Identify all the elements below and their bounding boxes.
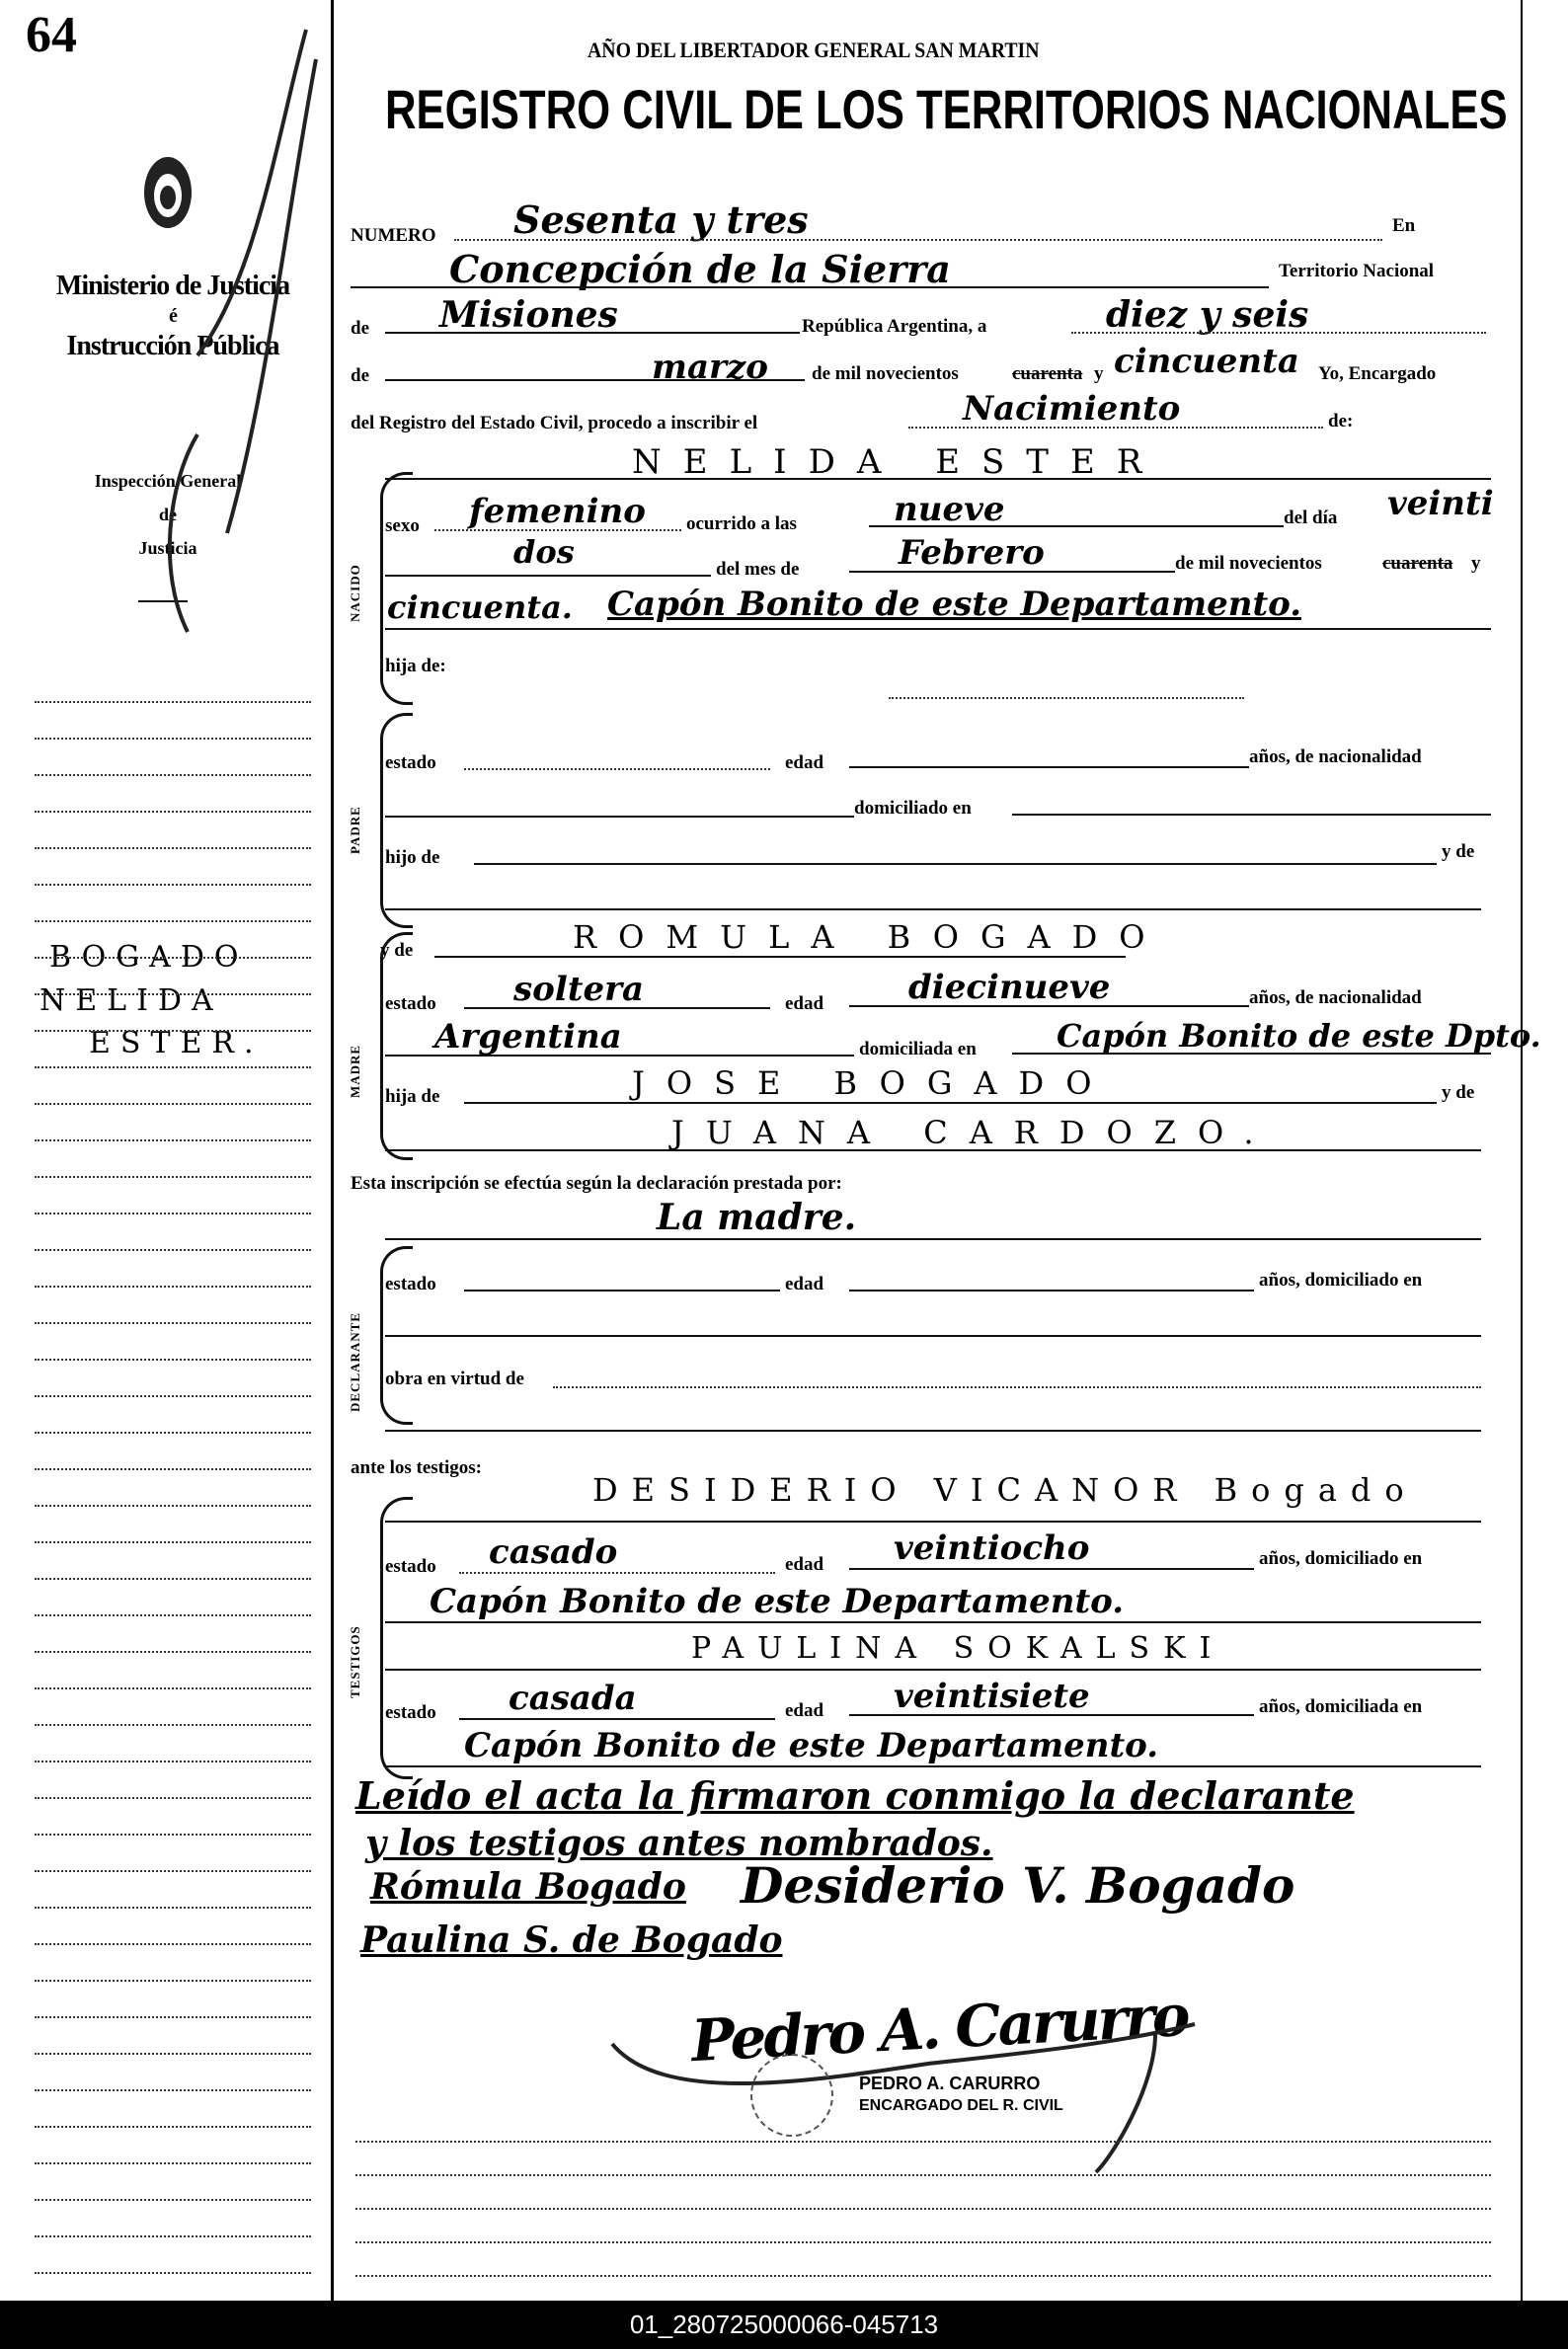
declarante-anios-label: años, domiciliado en (1259, 1270, 1423, 1291)
bottom-ruled-line (355, 2174, 1491, 2176)
madre-hija-de-label: hija de (385, 1086, 440, 1107)
closing-line-2: y los testigos antes nombrados. (365, 1823, 993, 1864)
madre-estado-label: estado (385, 993, 436, 1014)
margin-ruled-line (35, 1066, 311, 1068)
madre-side-label: MADRE (348, 1044, 362, 1098)
ministry-line-2: é (169, 305, 177, 328)
annotation-surname: BOGADO (49, 940, 249, 975)
margin-ruled-line (35, 2272, 311, 2274)
madre-domicilio: Capón Bonito de este Dpto. (1057, 1017, 1541, 1055)
hora-value: nueve (894, 490, 1005, 529)
child-name: NELIDA ESTER (632, 442, 1164, 482)
testigo2-domicilio: Capón Bonito de este Departamento. (464, 1726, 1159, 1765)
testigo1-estado-label: estado (385, 1556, 436, 1577)
testigo2-estado: casada (509, 1679, 637, 1718)
document-title: REGISTRO CIVIL DE LOS TERRITORIOS NACIONALES (385, 78, 1508, 140)
declarante-side-label: DECLARANTE (348, 1311, 362, 1412)
madre-nombre: ROMULA BOGADO (573, 918, 1167, 956)
margin-ruled-line (35, 1870, 311, 1872)
margin-ruled-line (35, 1797, 311, 1799)
numero-label: NUMERO (351, 225, 436, 246)
bottom-ruled-line (355, 2241, 1491, 2243)
frame-right-border (1521, 0, 1523, 2301)
closing-line-1: Leído el acta la firmaron conmigo la declarante (355, 1773, 1355, 1818)
margin-ruled-line (35, 2162, 311, 2164)
bottom-ruled-line (355, 2208, 1491, 2210)
margin-ruled-line (35, 701, 311, 703)
declarante-edad-label: edad (785, 1274, 824, 1294)
margin-ruled-line (35, 1614, 311, 1616)
hija-label: hija de: (385, 656, 446, 676)
madre-estado: soltera (513, 970, 645, 1009)
margin-ruled-line (35, 920, 311, 922)
margin-ruled-line (35, 1943, 311, 1945)
padre-bracket (380, 713, 413, 928)
testigos-label: ante los testigos: (351, 1457, 482, 1478)
margin-ruled-line (35, 1834, 311, 1836)
page-number: 64 (26, 7, 77, 63)
margin-ruled-line (35, 2089, 311, 2091)
testigo2-nombre: PAULINA SOKALSKI (691, 1631, 1225, 1666)
footer-id: 01_280725000066-045713 (629, 2310, 939, 2339)
margin-ruled-line (35, 1286, 311, 1288)
territory-value: Misiones (439, 294, 618, 336)
margin-ruled-line (35, 1907, 311, 1909)
testigo2-edad: veintisiete (894, 1677, 1090, 1716)
ministry-line-1: Ministerio de Justicia (55, 271, 290, 301)
margin-ruled-line (35, 1432, 311, 1434)
testigo1-anios-label: años, domiciliado en (1259, 1548, 1423, 1569)
margin-ruled-line (35, 1322, 311, 1324)
padre-hijo-de-label: hijo de (385, 847, 440, 868)
declarante-value: La madre. (657, 1197, 857, 1238)
margin-ruled-line (35, 1030, 311, 1032)
act-value: Nacimiento (963, 389, 1181, 429)
place-value: Concepción de la Sierra (449, 247, 951, 291)
inspection-line-1: Inspección General (94, 471, 242, 491)
padre-domicilio-label: domiciliado en (854, 798, 972, 819)
margin-ruled-line (35, 957, 311, 959)
padre-side-label: PADRE (348, 806, 362, 854)
margin-ruled-line (35, 993, 311, 995)
footer-bar (0, 2301, 1568, 2349)
testigos-side-label: TESTIGOS (348, 1625, 362, 1698)
padre-anios-label: años, de nacionalidad (1249, 746, 1422, 767)
margin-ruled-line (35, 811, 311, 813)
margin-ruled-line (35, 1359, 311, 1361)
lugar-nac-value: Capón Bonito de este Departamento. (607, 585, 1302, 624)
margin-ruled-line (35, 1468, 311, 1470)
de-colon-label: de: (1328, 411, 1354, 431)
del-dia-label: del día (1284, 508, 1338, 528)
year-line: AÑO DEL LIBERTADOR GENERAL SAN MARTIN (588, 38, 1040, 62)
sexo-label: sexo (385, 515, 420, 536)
signature-declarante: Rómula Bogado (370, 1866, 686, 1908)
testigo1-estado: casado (489, 1532, 618, 1572)
padre-y-de-label: y de (1442, 841, 1475, 862)
abuela: JUANA CARDOZO. (671, 1114, 1276, 1151)
padre-estado-label: estado (385, 752, 436, 773)
ocurrido-label: ocurrido a las (686, 513, 797, 534)
margin-ruled-line (35, 1249, 311, 1251)
madre-anios-label: años, de nacionalidad (1249, 987, 1422, 1008)
margin-ruled-line (35, 847, 311, 849)
margin-annotation (39, 936, 263, 1065)
territory-label: Territorio Nacional (1279, 261, 1435, 281)
margin-ruled-line (35, 2053, 311, 2055)
madre-bracket (380, 932, 413, 1160)
margin-ruled-line (35, 884, 311, 886)
y-label: y (1094, 363, 1104, 384)
margin-ruled-line (35, 1980, 311, 1982)
nacido-side-label: NACIDO (348, 564, 362, 622)
margin-ruled-line (35, 1761, 311, 1762)
mes-nac-value: Febrero (899, 533, 1045, 573)
en-label: En (1392, 215, 1416, 236)
margin-ruled-line (35, 1213, 311, 1214)
margin-ruled-line (35, 1578, 311, 1580)
inspection-line-2: de (159, 505, 177, 525)
signature-testigo-1: Desiderio V. Bogado (741, 1856, 1295, 1915)
anio-nac-value: cincuenta. (387, 588, 573, 626)
testigo1-edad: veintiocho (894, 1528, 1090, 1568)
testigo2-anios-label: años, domiciliada en (1259, 1696, 1423, 1717)
madre-edad: diecinueve (908, 968, 1111, 1007)
inspection-line-3: Justicia (138, 538, 197, 559)
margin-ruled-line (35, 1139, 311, 1141)
sexo-value: femenino (469, 492, 646, 531)
bottom-ruled-line (355, 2141, 1491, 2143)
annotation-second-name: ESTER. (89, 1026, 264, 1060)
stamp-icon (750, 2054, 833, 2137)
dia-nac-value: veinti (1387, 484, 1494, 523)
month-value: marzo (652, 348, 768, 387)
madre-domicilio-label: domiciliada en (859, 1039, 977, 1059)
obra-label: obra en virtud de (385, 1369, 524, 1389)
day-value: diez y seis (1106, 294, 1309, 336)
abuelo: JOSE BOGADO (632, 1064, 1114, 1102)
margin-ruled-line (35, 2199, 311, 2201)
ministry-line-3: Instrucción Pública (66, 331, 279, 362)
margin-ruled-line (35, 1541, 311, 1543)
mil-label: de mil novecientos (1175, 553, 1322, 574)
encargado-label: Yo, Encargado (1318, 363, 1437, 384)
madre-nacionalidad: Argentina (434, 1017, 622, 1057)
testigos-bracket (380, 1497, 413, 1779)
margin-ruled-line (35, 1103, 311, 1105)
margin-ruled-line (35, 1505, 311, 1507)
margin-ruled-line (35, 1651, 311, 1653)
annotation-first-name: NELIDA (39, 982, 223, 1018)
margin-ruled-line (35, 1724, 311, 1726)
madre-y-de-label-2: y de (1442, 1082, 1475, 1103)
official-title: ENCARGADO DEL R. CIVIL (859, 2097, 1063, 2114)
margin-ruled-line (35, 774, 311, 776)
testigo1-domicilio: Capón Bonito de este Departamento. (430, 1582, 1125, 1621)
margin-ruled-line (35, 2016, 311, 2018)
padre-edad-label: edad (785, 752, 824, 773)
declarante-estado-label: estado (385, 1274, 436, 1294)
anio-nac-struck: cuarenta (1382, 553, 1453, 574)
signature-testigo-2: Paulina S. de Bogado (360, 1919, 783, 1961)
testigo2-estado-label: estado (385, 1702, 436, 1723)
madre-edad-label: edad (785, 993, 824, 1014)
official-signature: Pedro A. Carurro (689, 1981, 1190, 2075)
margin-flourish-icon (79, 20, 336, 711)
year-struck: cuarenta (1012, 363, 1083, 384)
republic-label: República Argentina, a (802, 316, 987, 337)
numero-value: Sesenta y tres (513, 197, 809, 242)
testigo2-edad-label: edad (785, 1700, 824, 1721)
mes-label: del mes de (716, 559, 800, 580)
margin-ruled-line (35, 2235, 311, 2237)
year-label: de mil novecientos (812, 363, 959, 384)
margin-ruled-line (35, 738, 311, 740)
de-label-2: de (351, 365, 369, 386)
margin-ruled-line (35, 2126, 311, 2128)
testigo1-edad-label: edad (785, 1554, 824, 1575)
registro-label: del Registro del Estado Civil, procedo a inscribir el (351, 413, 758, 433)
margin-ruled-line (35, 1395, 311, 1397)
margin-ruled-line (35, 1176, 311, 1178)
testigo1-nombre: DESIDERIO VICANOR Bogado (592, 1471, 1418, 1509)
official-name: PEDRO A. CARURRO (859, 2074, 1041, 2093)
declaracion-label: Esta inscripción se efectúa según la declaración prestada por: (351, 1173, 842, 1194)
y2-label: y (1471, 553, 1481, 574)
frame-left-border (331, 0, 334, 2301)
year-value: cincuenta (1114, 342, 1299, 381)
de-label: de (351, 318, 369, 339)
bottom-ruled-line (355, 2275, 1491, 2277)
dia-nac-value-2: dos (513, 533, 575, 571)
margin-ruled-line (35, 1687, 311, 1689)
madre-y-de-label: y de (380, 940, 414, 961)
